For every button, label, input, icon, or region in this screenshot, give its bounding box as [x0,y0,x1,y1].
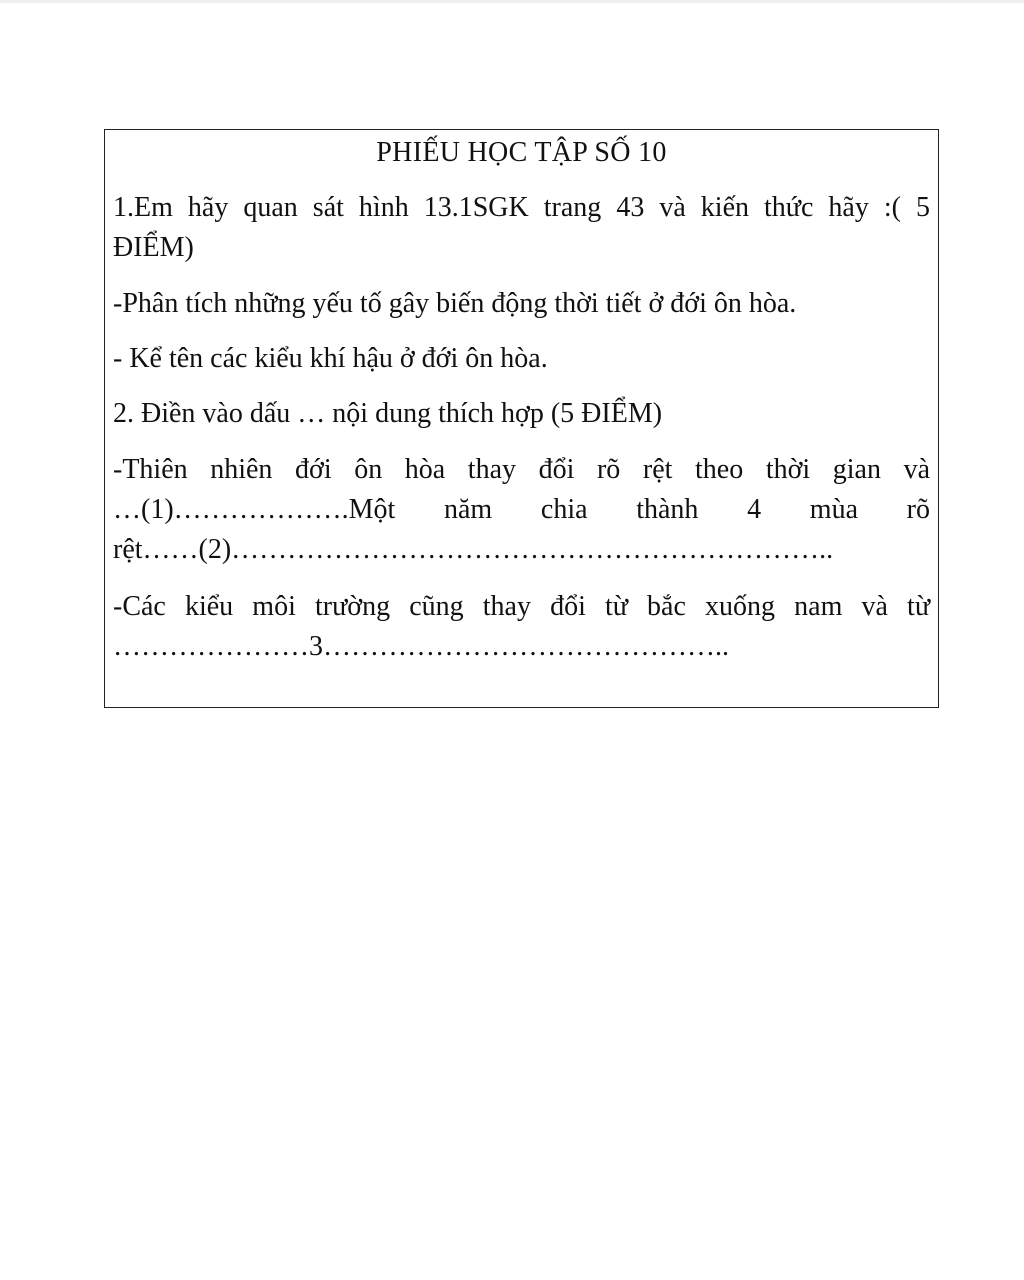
page-top-edge [0,0,1024,3]
fill-paragraph-1-line-3: rệt……(2)……………………………………………………….. [113,534,834,565]
fill-paragraph-1-line-2: …(1)……………….Một năm chia thành 4 mùa rõ [113,494,930,525]
bullet-analyze-factors [105,284,938,324]
worksheet-box [104,129,939,708]
question-1 [105,188,938,268]
bullet-list-climate-types [105,339,938,379]
fill-paragraph-1-line-1: -Thiên nhiên đới ôn hòa thay đổi rõ rệt theo thời gian và [113,454,930,485]
bullet-analyze-factors-text: -Phân tích những yếu tố gây biến động thời tiết ở đới ôn hòa. [113,288,797,319]
bullet-list-climate-types-text: - Kể tên các kiểu khí hậu ở đới ôn hòa. [113,343,548,374]
question-2 [105,394,938,434]
question-1-line-1: 1.Em hãy quan sát hình 13.1SGK trang 43 và kiến thức hãy :( 5 [113,192,930,223]
fill-paragraph-1 [105,450,938,570]
fill-paragraph-2-line-2: …………………3…………………………………….. [113,631,729,662]
question-2-text: 2. Điền vào dấu … nội dung thích hợp (5 ĐIỂM) [113,398,663,429]
worksheet-title: PHIẾU HỌC TẬP SỐ 10 [376,137,667,168]
fill-paragraph-2-line-1: -Các kiểu môi trường cũng thay đổi từ bắc xuống nam và từ [113,591,930,622]
question-1-line-2: ĐIỂM) [113,232,194,263]
fill-paragraph-2 [105,587,938,667]
